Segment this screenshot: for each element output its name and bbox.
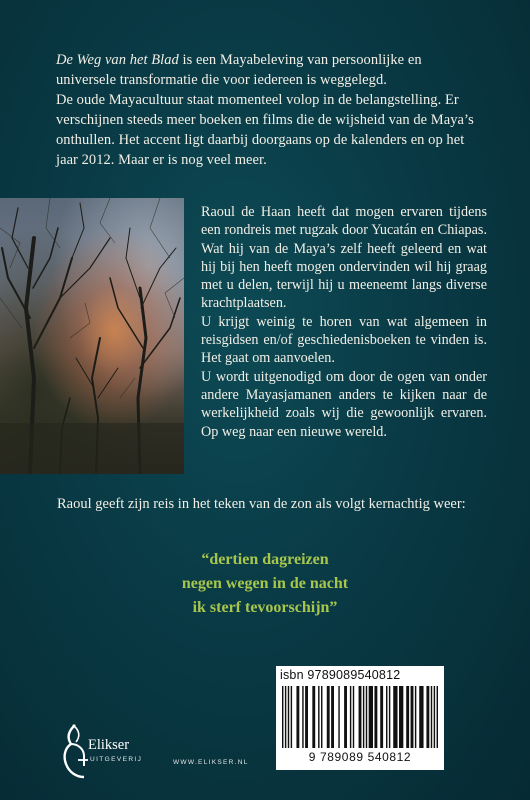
- barcode-bar: [291, 686, 292, 748]
- barcode-bar: [415, 686, 416, 748]
- barcode-bar: [327, 686, 330, 748]
- barcode-bar: [288, 686, 289, 748]
- barcode-bar: [389, 686, 390, 748]
- barcode-bar: [344, 686, 347, 748]
- body-paragraph-2: U krijgt weinig te horen van wat algemeen in reisgidsen en/of geschiedenisboeken te vinden is. Het gaat om aanvoelen.: [201, 313, 487, 367]
- quote-line-3: ik sterf tevoorschijn”: [192, 599, 338, 616]
- barcode-bar: [369, 686, 373, 748]
- cover-photo-trees: [0, 198, 184, 474]
- intro-text: [56, 50, 480, 170]
- publisher-subtitle: UITGEVERIJ: [90, 756, 143, 763]
- publisher-website: WWW.ELIKSER.NL: [173, 759, 249, 766]
- barcode-bar: [380, 686, 383, 748]
- isbn-label: isbn 9789089540812: [280, 668, 401, 682]
- barcode-bar: [350, 686, 351, 748]
- intro-paragraph-1: [56, 50, 480, 90]
- quote-line-2: negen wegen in de nacht: [181, 575, 349, 592]
- barcode-bar: [393, 686, 397, 748]
- barcode-bar: [399, 686, 403, 748]
- barcode-bar: [321, 686, 322, 748]
- barcode-bar: [406, 686, 409, 748]
- barcode-bar: [363, 686, 364, 748]
- barcode-bar: [434, 686, 435, 748]
- barcode-bar: [426, 686, 429, 748]
- body-paragraph-1: Raoul de Haan heeft dat mogen ervaren tijdens een rondreis met rugzak door Yucatán en Chiapas. Wat hij van de Maya’s zelf heeft geleerd en wat hij bij hen heeft mogen ondervinden wil hij graag met u delen, terwijl hij u meeneemt langs diverse krachtplaatsen.: [201, 204, 487, 312]
- poem-quote: [0, 548, 530, 620]
- barcode-bar: [411, 686, 414, 748]
- main-body-text: [201, 203, 487, 441]
- intro-paragraph-1-text: is een Mayabeleving van persoonlijke en universele transformatie die voor iedereen is weggelegd.: [56, 52, 422, 88]
- barcode-bar: [419, 686, 423, 748]
- intro-paragraph-2: De oude Mayacultuur staat momenteel volop in de belangstelling. Er verschijnen steeds meer boeken en films die de wijsheid van de Maya’s onthullen. Het accent ligt daarbij doorgaans op de kalenders en op het jaar 2012. Maar er is nog veel meer.: [56, 92, 474, 168]
- barcode-bar: [312, 686, 315, 748]
- barcode-bar: [318, 686, 319, 748]
- barcode-bar: [359, 686, 362, 748]
- isbn-barcode-box: [276, 666, 444, 770]
- barcode-bar: [302, 686, 303, 748]
- body-paragraph-3: U wordt uitgenodigd om door de ogen van onder andere Mayasjamanen anders te kijken naar de werkelijkheid zoals wij die gewoonlijk ervaren. Op weg naar een nieuwe wereld.: [201, 368, 487, 440]
- book-title: De Weg van het Blad: [56, 52, 179, 68]
- barcode-bar: [437, 686, 438, 748]
- tree-silhouettes: [0, 198, 184, 474]
- closing-paragraph: Raoul geeft zijn reis in het teken van de zon als volgt kernachtig weer:: [57, 496, 466, 512]
- quote-line-1: “dertien dagreizen: [201, 551, 329, 568]
- barcode-number: 9 789089 540812: [308, 750, 412, 764]
- barcode-bar: [431, 686, 432, 748]
- barcode-bar: [353, 686, 354, 748]
- barcode-bar: [282, 686, 283, 748]
- barcode-bar: [338, 686, 339, 748]
- barcode-bar: [386, 686, 387, 748]
- barcode-bar: [296, 686, 299, 748]
- barcode-bar: [305, 686, 308, 748]
- barcode-bar: [331, 686, 334, 748]
- barcode-bar: [285, 686, 286, 748]
- barcode-bar: [366, 686, 367, 748]
- publisher-name: Elikser: [88, 737, 130, 753]
- barcode-bar: [374, 686, 377, 748]
- barcode-graphic: [279, 686, 441, 748]
